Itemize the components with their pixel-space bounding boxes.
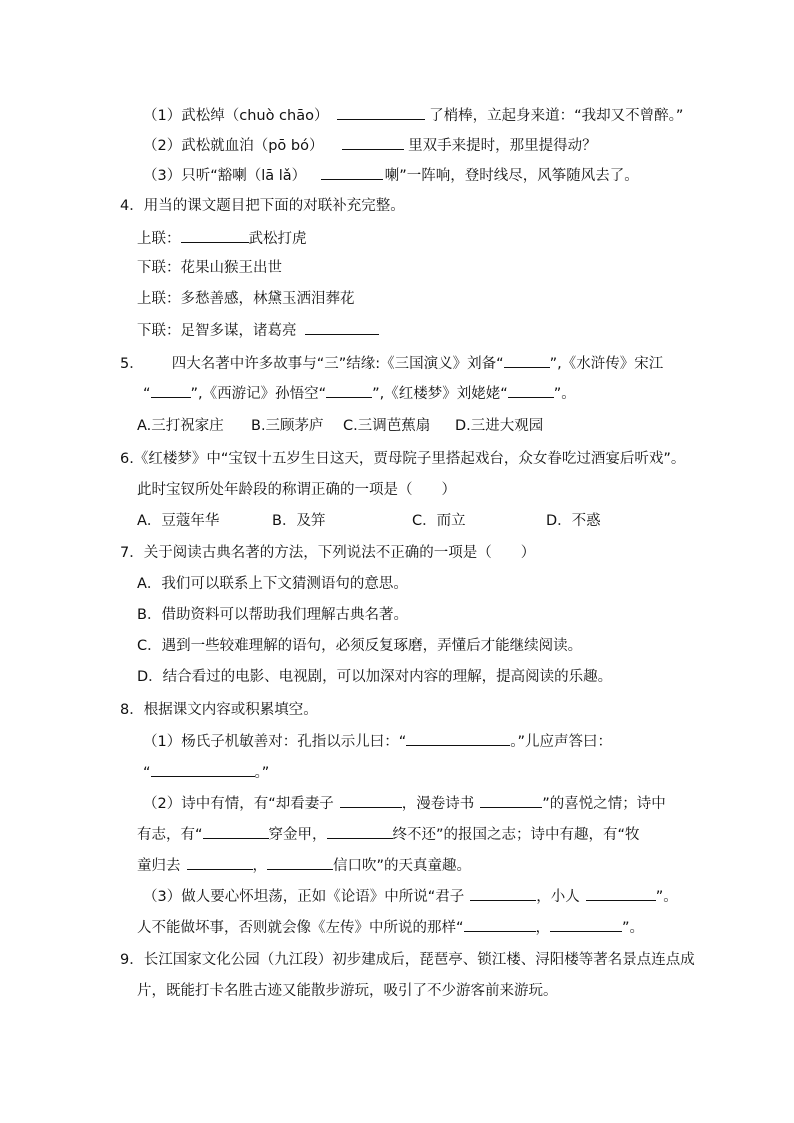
q8-sub1-line1 bbox=[143, 731, 612, 752]
blank[interactable] bbox=[151, 383, 191, 398]
q8-sub1-line2 bbox=[143, 762, 269, 783]
text: ”。 bbox=[655, 889, 678, 905]
q5-option-b: B.三顾茅庐 bbox=[251, 418, 324, 434]
blank[interactable] bbox=[342, 135, 404, 150]
text: 。” bbox=[254, 765, 270, 781]
q5-line-2 bbox=[143, 383, 576, 404]
text: ，小人 bbox=[536, 889, 580, 905]
couplet-2: 下联：花果山猴王出世 bbox=[137, 260, 282, 276]
blank[interactable] bbox=[187, 855, 253, 870]
blank[interactable] bbox=[406, 731, 510, 746]
q7-option-a: A．我们可以联系上下文猜测语句的意思。 bbox=[137, 576, 408, 592]
q6-option-c: C．而立 bbox=[412, 513, 466, 529]
text: （3）做人要心怀坦荡，正如《论语》中所说“君子 bbox=[143, 889, 465, 905]
q9-line-1: 9．长江国家文化公园（九江段）初步建成后，琵琶亭、锁江楼、浔阳楼等著名景点连点成 bbox=[120, 952, 695, 968]
blank[interactable] bbox=[327, 824, 393, 839]
text: 了梢棒，立起身来道：“我却又不曾醉。” bbox=[429, 108, 684, 124]
q8-sub2-line3 bbox=[137, 855, 471, 876]
q6-option-b: B．及笄 bbox=[272, 513, 326, 529]
text: ”。 bbox=[622, 920, 645, 936]
text: 童归去 bbox=[137, 858, 181, 874]
blank[interactable] bbox=[340, 793, 402, 808]
blank[interactable] bbox=[203, 824, 269, 839]
text: 人不能做坏事，否则就会像《左传》中所说的那样“ bbox=[137, 920, 464, 936]
q6-line-2: 此时宝钗所处年龄段的称谓正确的一项是（ ） bbox=[137, 482, 456, 498]
q6-option-a: A．豆蔻年华 bbox=[137, 513, 220, 529]
blank[interactable] bbox=[337, 105, 425, 120]
text: 上联： bbox=[137, 231, 181, 247]
question-number: 5． bbox=[120, 356, 144, 372]
text: 信口吹”的天真童趣。 bbox=[333, 858, 472, 874]
text: 有志，有“ bbox=[137, 827, 203, 843]
q5-option-d: D.三进大观园 bbox=[455, 418, 544, 434]
q7-option-d: D．结合看过的电影、电视剧，可以加深对内容的理解，提高阅读的乐趣。 bbox=[137, 669, 613, 685]
text: ”,《水浒传》宋江 bbox=[549, 356, 664, 372]
couplet-4 bbox=[137, 320, 379, 341]
text: （2）诗中有情，有“却看妻子 bbox=[143, 796, 334, 812]
q8-sub3-line2 bbox=[137, 917, 644, 938]
text: ， bbox=[252, 858, 267, 874]
q8-sub2-line1 bbox=[143, 793, 666, 814]
q7-option-b: B．借助资料可以帮助我们理解古典名著。 bbox=[137, 607, 408, 623]
text: 武松打虎 bbox=[248, 231, 307, 247]
text: “ bbox=[143, 765, 151, 781]
q8-sub2-line2 bbox=[137, 824, 640, 845]
text: “ bbox=[143, 386, 151, 402]
q8-stem: 8．根据课文内容或积累填空。 bbox=[120, 702, 318, 718]
blank[interactable] bbox=[550, 917, 622, 932]
blank[interactable] bbox=[326, 383, 372, 398]
q3-item-3 bbox=[143, 165, 639, 186]
blank[interactable] bbox=[267, 855, 333, 870]
couplet-1 bbox=[137, 228, 307, 249]
couplet-3: 上联：多愁善感，林黛玉洒泪葬花 bbox=[137, 291, 355, 307]
q3-item-1 bbox=[143, 105, 683, 126]
text: ”,《红楼梦》刘姥姥“ bbox=[372, 386, 508, 402]
q5-option-a: A.三打祝家庄 bbox=[137, 418, 224, 434]
text: 下联：足智多谋，诸葛亮 bbox=[137, 323, 297, 339]
q6-line-1: 6.《红楼梦》中“宝钗十五岁生日这天，贾母院子里搭起戏台，众女眷吃过酒宴后听戏”。 bbox=[120, 451, 686, 467]
text: 穿金甲， bbox=[268, 827, 327, 843]
text: （3）只听“豁喇（lā lǎ） bbox=[143, 168, 307, 184]
q7-option-c: C．遇到一些较难理解的语句，必须反复琢磨，弄懂后才能继续阅读。 bbox=[137, 638, 583, 654]
blank[interactable] bbox=[305, 320, 379, 335]
text: ”,《西游记》孙悟空“ bbox=[190, 386, 327, 402]
text: 四大名著中许多故事与“三”结缘:《三国演义》刘备“ bbox=[171, 356, 504, 372]
blank[interactable] bbox=[470, 886, 536, 901]
q9-line-2: 片，既能打卡名胜古迹又能散步游玩，吸引了不少游客前来游玩。 bbox=[137, 983, 558, 999]
q5-line-1 bbox=[120, 353, 663, 374]
q5-option-c: C.三调芭蕉扇 bbox=[343, 418, 431, 434]
text: ”的喜悦之情；诗中 bbox=[542, 796, 666, 812]
text: ”。 bbox=[553, 386, 576, 402]
blank[interactable] bbox=[586, 886, 656, 901]
q6-option-d: D．不惑 bbox=[546, 513, 601, 529]
text: （1）杨氏子机敏善对：孔指以示儿曰：“ bbox=[143, 734, 407, 750]
blank[interactable] bbox=[151, 762, 255, 777]
blank[interactable] bbox=[181, 228, 249, 243]
text: （2）武松就血泊（pō bó） bbox=[143, 138, 324, 154]
blank[interactable] bbox=[464, 917, 536, 932]
blank[interactable] bbox=[508, 383, 554, 398]
text: 。”儿应声答曰： bbox=[510, 734, 613, 750]
text: ，漫卷诗书 bbox=[401, 796, 475, 812]
blank[interactable] bbox=[321, 165, 383, 180]
q4-stem: 4．用当的课文题目把下面的对联补充完整。 bbox=[120, 198, 405, 214]
blank[interactable] bbox=[480, 793, 542, 808]
blank[interactable] bbox=[504, 353, 550, 368]
text: 终不还”的报国之志；诗中有趣，有“牧 bbox=[392, 827, 640, 843]
q3-item-2 bbox=[143, 135, 597, 156]
q7-stem: 7．关于阅读古典名著的方法，下列说法不正确的一项是（ ） bbox=[120, 545, 536, 561]
text: ， bbox=[535, 920, 551, 936]
text: 喇”一阵响，登时线尽，风筝随风去了。 bbox=[384, 168, 639, 184]
text: （1）武松绰（chuò chāo） bbox=[143, 108, 329, 124]
text: 里双手来提时，那里提得动？ bbox=[408, 138, 597, 154]
q8-sub3-line1 bbox=[143, 886, 678, 907]
